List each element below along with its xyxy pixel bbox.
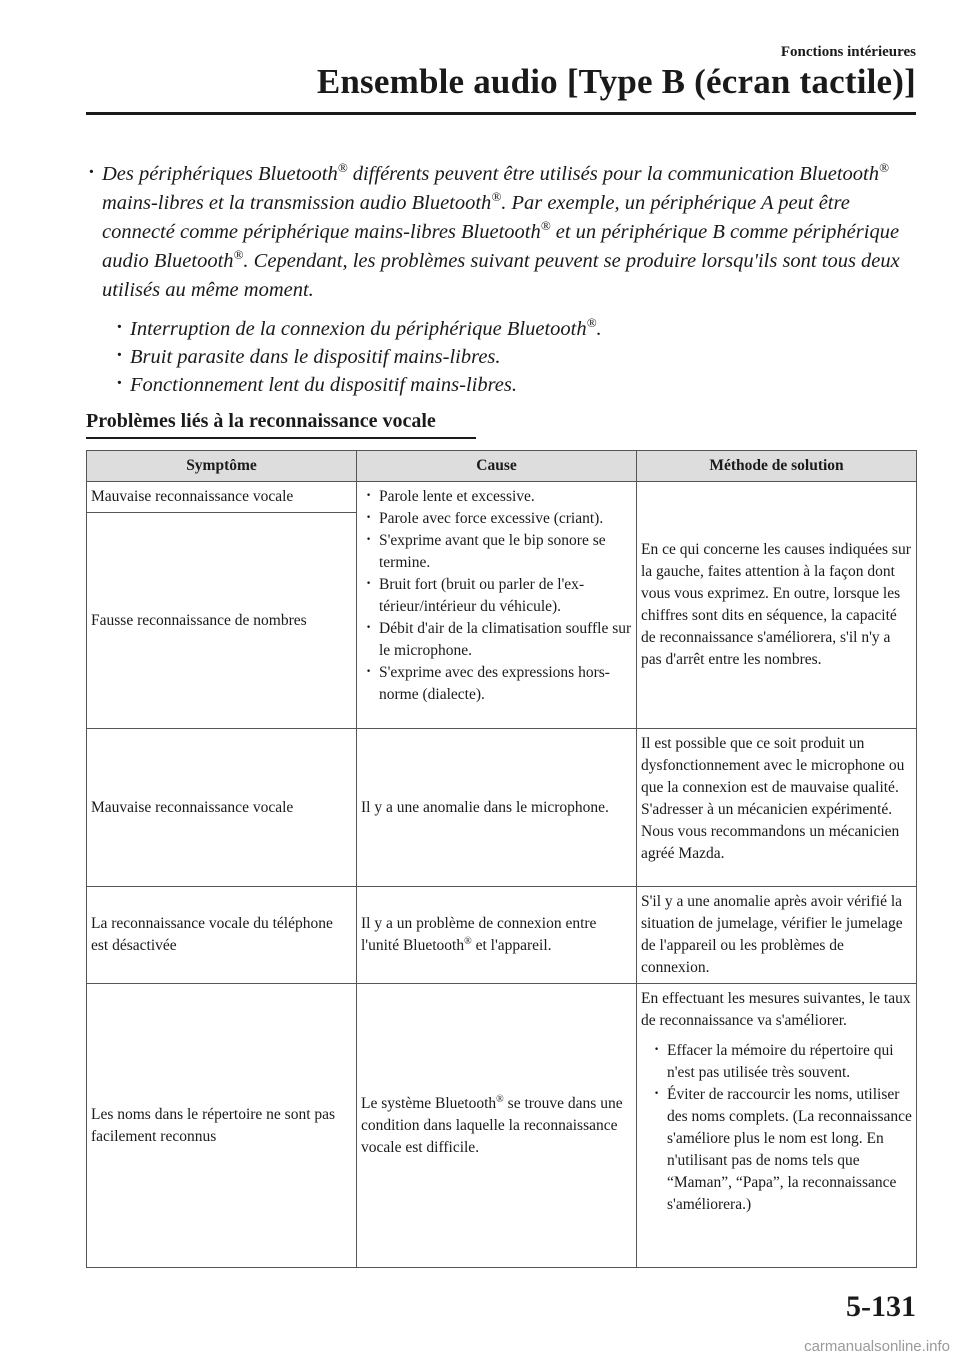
cause-cell: Il y a un problème de connexion entre l'unité Bluetooth® et l'appareil. <box>357 887 637 984</box>
symptom-cell: Mauvaise reconnaissance vocale <box>87 729 357 887</box>
cause-cell <box>357 482 637 729</box>
table-row <box>87 482 917 513</box>
page-number: 5-131 <box>846 1290 916 1323</box>
header-solution: Méthode de solution <box>637 451 917 482</box>
section-title: Problèmes liés à la reconnaissance vocale <box>86 410 436 432</box>
table-row <box>87 729 917 887</box>
solution-list <box>641 1040 912 1216</box>
solution-cell: S'il y a une anomalie après avoir vérifié la situation de jumelage, vérifier le jumelage de l'appareil ou les problèmes de connexion. <box>637 887 917 984</box>
header-cause: Cause <box>357 451 637 482</box>
table-header-row <box>87 451 917 482</box>
solution-cell <box>637 984 917 1268</box>
cause-cell: Le système Bluetooth® se trouve dans une condition dans laquelle la reconnaissance vocale est difficile. <box>357 984 637 1268</box>
section-title-underline <box>86 437 476 439</box>
list-item: · S'exprime avec des expressions hors-norme (dialecte). <box>361 662 632 706</box>
symptom-cell: Les noms dans le répertoire ne sont pas facilement reconnus <box>87 984 357 1268</box>
intro-block <box>86 160 916 399</box>
solution-cell: En ce qui concerne les causes indiquées sur la gauche, faites attention à la façon dont vous vous exprimez. En outre, lorsque les chiffres sont dits en séquence, la capacité de reconnaissance s'améliorera, s'il n'y a pas d'arrêt entre les nombres. <box>637 482 917 729</box>
list-item: · Parole lente et excessive. <box>361 486 632 508</box>
solution-cell: Il est possible que ce soit produit un dysfonctionnement avec le microphone ou que la connexion est de mauvaise qualité. S'adresser à un mécanicien expérimenté. Nous vous recommandons un mécanicien agréé Mazda. <box>637 729 917 887</box>
list-item: · Débit d'air de la climatisation souffle sur le microphone. <box>361 618 632 662</box>
intro-paragraph: · Des périphériques Bluetooth® différents peuvent être utilisés pour la communication Bluetooth® mains-libres et la transmission audio Bluetooth®. Par exemple, un périphérique A peut être connecté comme périphérique mains-libres Bluetooth® et un périphérique B comme périphérique audio Bluetooth®. Cependant, les problèmes suivant peuvent se produire lorsqu'ils sont tous deux utilisés au même moment. <box>86 160 916 305</box>
header-rule <box>86 112 916 115</box>
header-symptom: Symptôme <box>87 451 357 482</box>
intro-sub-item: · Interruption de la connexion du périphérique Bluetooth®. <box>114 315 916 343</box>
voice-recognition-table <box>86 450 917 1268</box>
cause-list <box>361 486 632 706</box>
intro-sub-item: · Fonctionnement lent du dispositif mains-libres. <box>114 371 916 399</box>
cause-cell: Il y a une anomalie dans le microphone. <box>357 729 637 887</box>
list-item: · Effacer la mémoire du répertoire qui n'est pas utilisée très souvent. <box>649 1040 912 1084</box>
header-section-label: Fonctions intérieures <box>780 44 916 60</box>
symptom-cell: Mauvaise reconnaissance vocale <box>87 482 357 513</box>
list-item: · S'exprime avant que le bip sonore se termine. <box>361 530 632 574</box>
table-row <box>87 887 917 984</box>
symptom-cell: Fausse reconnaissance de nombres <box>87 513 357 729</box>
intro-sub-item: · Bruit parasite dans le dispositif mains-libres. <box>114 343 916 371</box>
table-row <box>87 984 917 1268</box>
list-item: · Éviter de raccourcir les noms, utiliser des noms complets. (La reconnaissance s'améliore plus le nom est long. En n'utilisant pas de noms tels que “Maman”, “Papa”, la reconnaissance s'améliorera.) <box>649 1084 912 1216</box>
watermark-text: carmanualsonline.info <box>804 1338 950 1355</box>
header-title: Ensemble audio [Type B (écran tactile)] <box>316 62 916 101</box>
symptom-cell: La reconnaissance vocale du téléphone est désactivée <box>87 887 357 984</box>
list-item: · Bruit fort (bruit ou parler de l'extérieur/intérieur du véhicule). <box>361 574 632 618</box>
solution-intro: En effectuant les mesures suivantes, le taux de reconnaissance va s'améliorer. <box>641 990 911 1029</box>
list-item: · Parole avec force excessive (criant). <box>361 508 632 530</box>
intro-sub-list <box>86 315 916 399</box>
